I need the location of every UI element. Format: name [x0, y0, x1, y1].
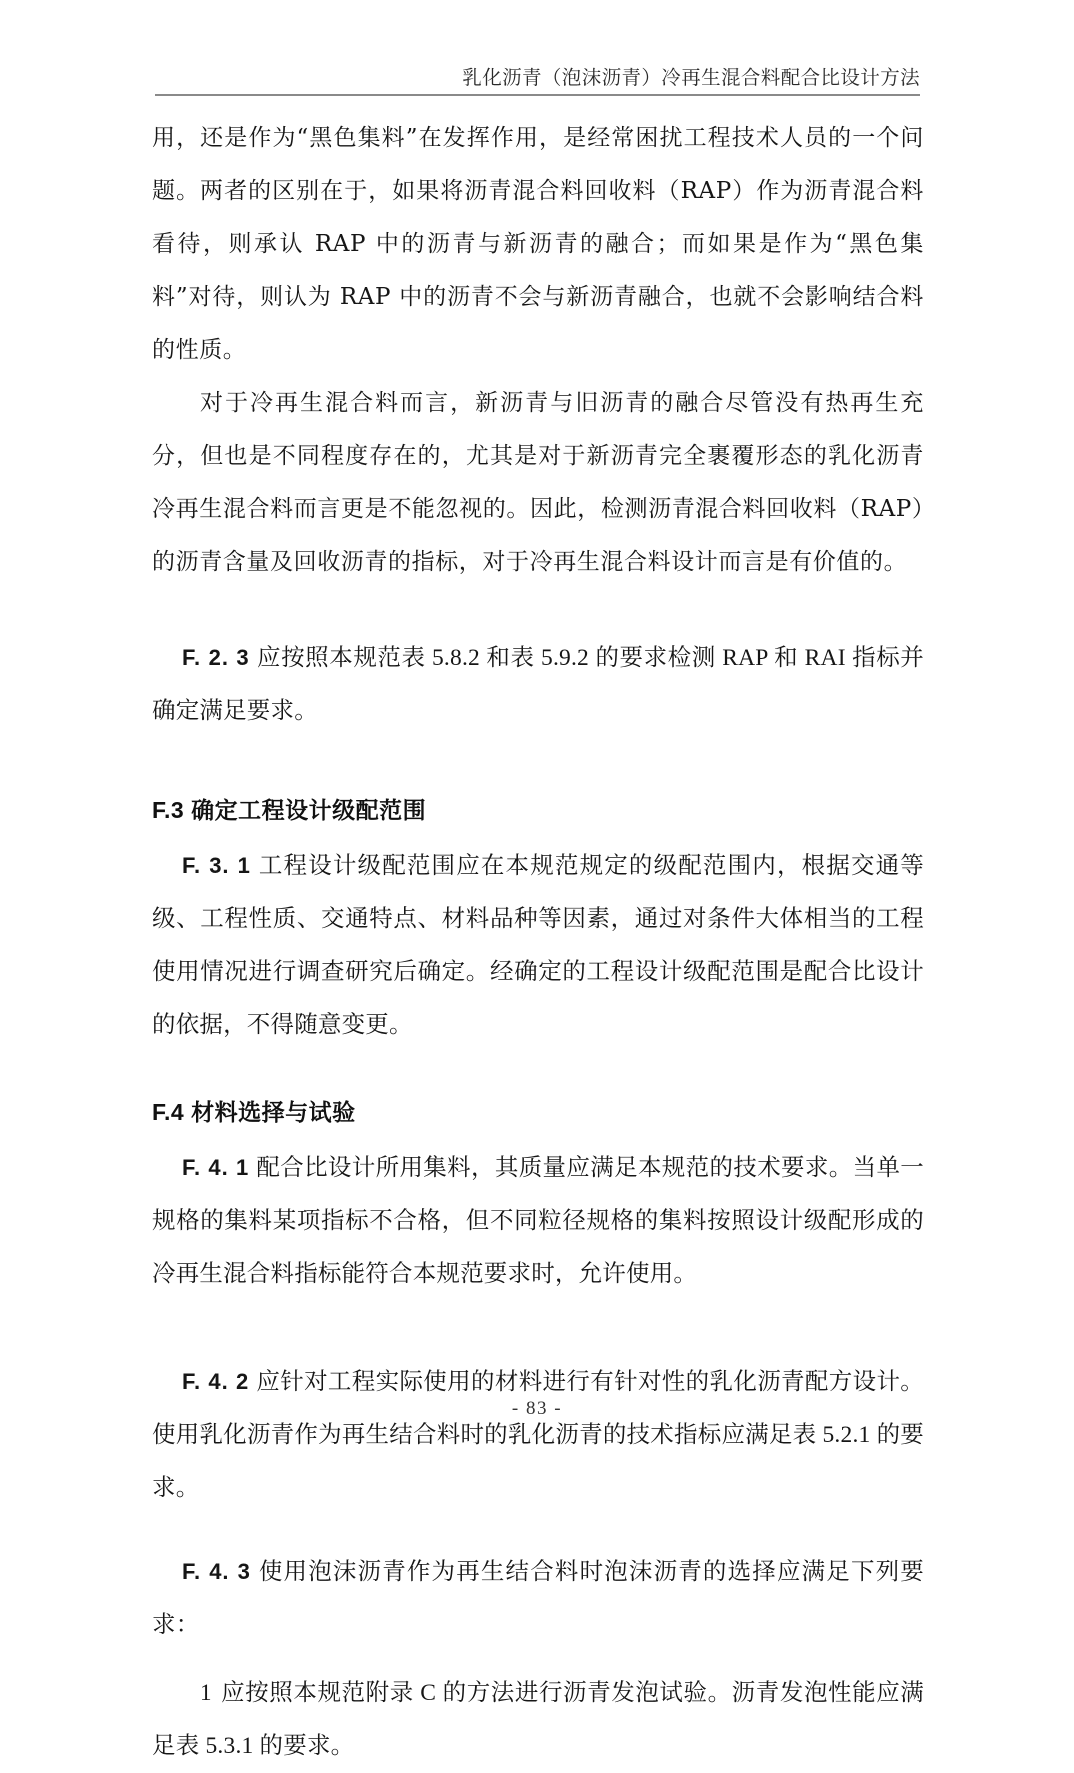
clause-f-2-3-label: F. 2. 3 [182, 645, 250, 670]
clause-f-3-1 [152, 839, 924, 1052]
clause-f-4-2 [152, 1355, 924, 1515]
clause-f-4-1-label: F. 4. 1 [182, 1155, 250, 1180]
clause-f-2-3 [152, 631, 924, 738]
spacer [152, 825, 924, 839]
heading-f-4: F.4 材料选择与试验 [152, 1099, 356, 1125]
spacer [152, 1652, 924, 1666]
header-rule [155, 94, 920, 96]
clause-f-4-1 [152, 1141, 924, 1301]
heading-f-3: F.3 确定工程设计级配范围 [152, 797, 427, 823]
clause-f-3-1-text: 工程设计级配范围应在本规范规定的级配范围内，根据交通等级、工程性质、交通特点、材料品种等因素，通过对条件大体相当的工程使用情况进行调查研究后确定。经确定的工程设计级配范围是配合比设计的依据，不得随意变更。 [152, 853, 925, 1038]
list-item-1 [152, 1666, 924, 1773]
clause-f-4-2-label: F. 4. 2 [182, 1369, 250, 1394]
spacer [152, 1052, 924, 1094]
list-item-1-text: 应按照本规范附录 C 的方法进行沥青发泡试验。沥青发泡性能应满足表 5.3.1 的要求。 [152, 1680, 924, 1759]
page-footer [0, 1398, 1074, 1420]
clause-f-4-3-text: 使用泡沫沥青作为再生结合料时泡沫沥青的选择应满足下列要求： [152, 1559, 925, 1638]
clause-f-4-3-label: F. 4. 3 [182, 1559, 251, 1584]
page-content [152, 112, 924, 1773]
page-number: - 83 - [511, 1398, 563, 1419]
clause-f-3-1-label: F. 3. 1 [182, 853, 251, 878]
spacer [152, 589, 924, 631]
header-title: 乳化沥青（泡沫沥青）冷再生混合料配合比设计方法 [462, 68, 920, 89]
clause-f-2-3-text: 应按照本规范表 5.8.2 和表 5.9.2 的要求检测 RAP 和 RAI 指标并确定满足要求。 [152, 645, 925, 724]
paragraph-continuation: 用，还是作为“黑色集料”在发挥作用，是经常困扰工程技术人员的一个问题。两者的区别在于，如果将沥青混合料回收料（RAP）作为沥青混合料看待，则承认 RAP 中的沥青与新沥青的融合；而如果是作为“黑色集料”对待，则认为 RAP 中的沥青不会与新沥青融合，也就不会影响结合料的性质。 [152, 125, 924, 363]
list-item-1-label: 1 [200, 1680, 212, 1705]
clause-f-4-1-text: 配合比设计所用集料，其质量应满足本规范的技术要求。当单一规格的集料某项指标不合格，但不同粒径规格的集料按照设计级配形成的冷再生混合料指标能符合本规范要求时，允许使用。 [152, 1155, 924, 1287]
clause-f-4-3 [152, 1545, 924, 1652]
spacer [152, 1515, 924, 1545]
spacer [152, 1301, 924, 1355]
page-header [155, 68, 920, 96]
spacer [152, 738, 924, 792]
clause-f-4-2-text: 应针对工程实际使用的材料进行有针对性的乳化沥青配方设计。使用乳化沥青作为再生结合料时的乳化沥青的技术指标应满足表 5.2.1 的要求。 [152, 1369, 924, 1501]
paragraph-cold-recycling: 对于冷再生混合料而言，新沥青与旧沥青的融合尽管没有热再生充分，但也是不同程度存在的，尤其是对于新沥青完全裹覆形态的乳化沥青冷再生混合料而言更是不能忽视的。因此，检测沥青混合料回收料（RAP）的沥青含量及回收沥青的指标，对于冷再生混合料设计而言是有价值的。 [152, 390, 924, 575]
spacer [152, 1127, 924, 1141]
